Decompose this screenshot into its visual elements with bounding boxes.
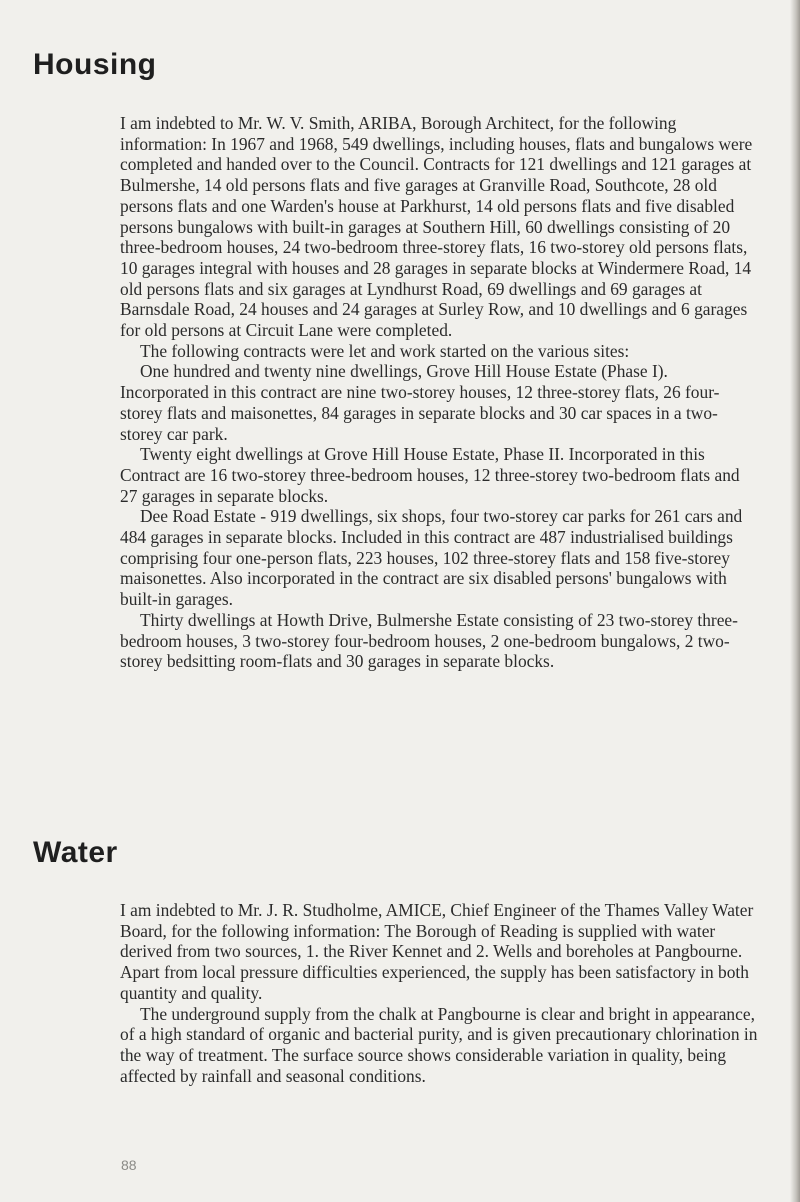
water-body: [120, 900, 760, 1086]
housing-paragraph: Twenty eight dwellings at Grove Hill House Estate, Phase II. Incorporated in this Contract are 16 two-storey three-bedroom houses, 12 three-storey two-bedroom flats and 27 garages in separate blocks.: [120, 444, 740, 506]
water-paragraph: I am indebted to Mr. J. R. Studholme, AMICE, Chief Engineer of the Thames Valley Water Board, for the following information: The Borough of Reading is supplied with water derived from two sources, 1. the River Kennet and 2. Wells and boreholes at Pangbourne. Apart from local pressure difficulties experienced, the supply has been satisfactory in both quantity and quality.: [120, 900, 754, 1003]
housing-paragraph: One hundred and twenty nine dwellings, Grove Hill House Estate (Phase I). Incorporated in this contract are nine two-storey houses, 12 three-storey flats, 26 four-storey flats and maisonettes, 84 garages in separate blocks and 30 car spaces in a two-storey car park.: [120, 361, 720, 444]
housing-paragraph: I am indebted to Mr. W. V. Smith, ARIBA, Borough Architect, for the following information: In 1967 and 1968, 549 dwellings, including houses, flats and bungalows were completed and handed over to the Council. Contracts for 121 dwellings and 121 garages at Bulmershe, 14 old persons flats and five garages at Granville Road, Southcote, 28 old persons flats and one Warden's house at Parkhurst, 14 old persons flats and five disabled persons bungalows with built-in garages at Southern Hill, 60 dwellings consisting of 20 three-bedroom houses, 24 two-bedroom three-storey flats, 16 two-storey old persons flats, 10 garages integral with houses and 28 garages in separate blocks at Windermere Road, 14 old persons flats and six garages at Lyndhurst Road, 69 dwellings and 69 garages at Barnsdale Road, 24 houses and 24 garages at Surley Row, and 10 dwellings and 6 garages for old persons at Circuit Lane were completed.: [120, 113, 753, 341]
housing-paragraph: Dee Road Estate - 919 dwellings, six shops, four two-storey car parks for 261 cars and 484 garages in separate blocks. Included in this contract are 487 industrialised buildings comprising four one-person flats, 223 houses, 102 three-storey flats and 158 five-storey maisonettes. Also incorporated in the contract are six disabled persons' bungalows with built-in garages.: [120, 506, 743, 610]
page-number: 88: [121, 1157, 137, 1173]
page-edge-shadow: [790, 0, 800, 1202]
housing-paragraph: The following contracts were let and work started on the various sites:: [140, 340, 630, 361]
housing-body: [120, 113, 760, 672]
housing-heading: Housing: [33, 48, 157, 81]
water-heading: Water: [33, 836, 118, 869]
water-paragraph: The underground supply from the chalk at Pangbourne is clear and bright in appearance, of a high standard of organic and bacterial purity, and is given precautionary chlorination in the way of treatment. The surface source shows considerable variation in quality, being affected by rainfall and seasonal conditions.: [120, 1003, 758, 1086]
housing-paragraph: Thirty dwellings at Howth Drive, Bulmershe Estate consisting of 23 two-storey three-bedroom houses, 3 two-storey four-bedroom houses, 2 one-bedroom bungalows, 2 two-storey bedsitting room-flats and 30 garages in separate blocks.: [120, 609, 738, 672]
